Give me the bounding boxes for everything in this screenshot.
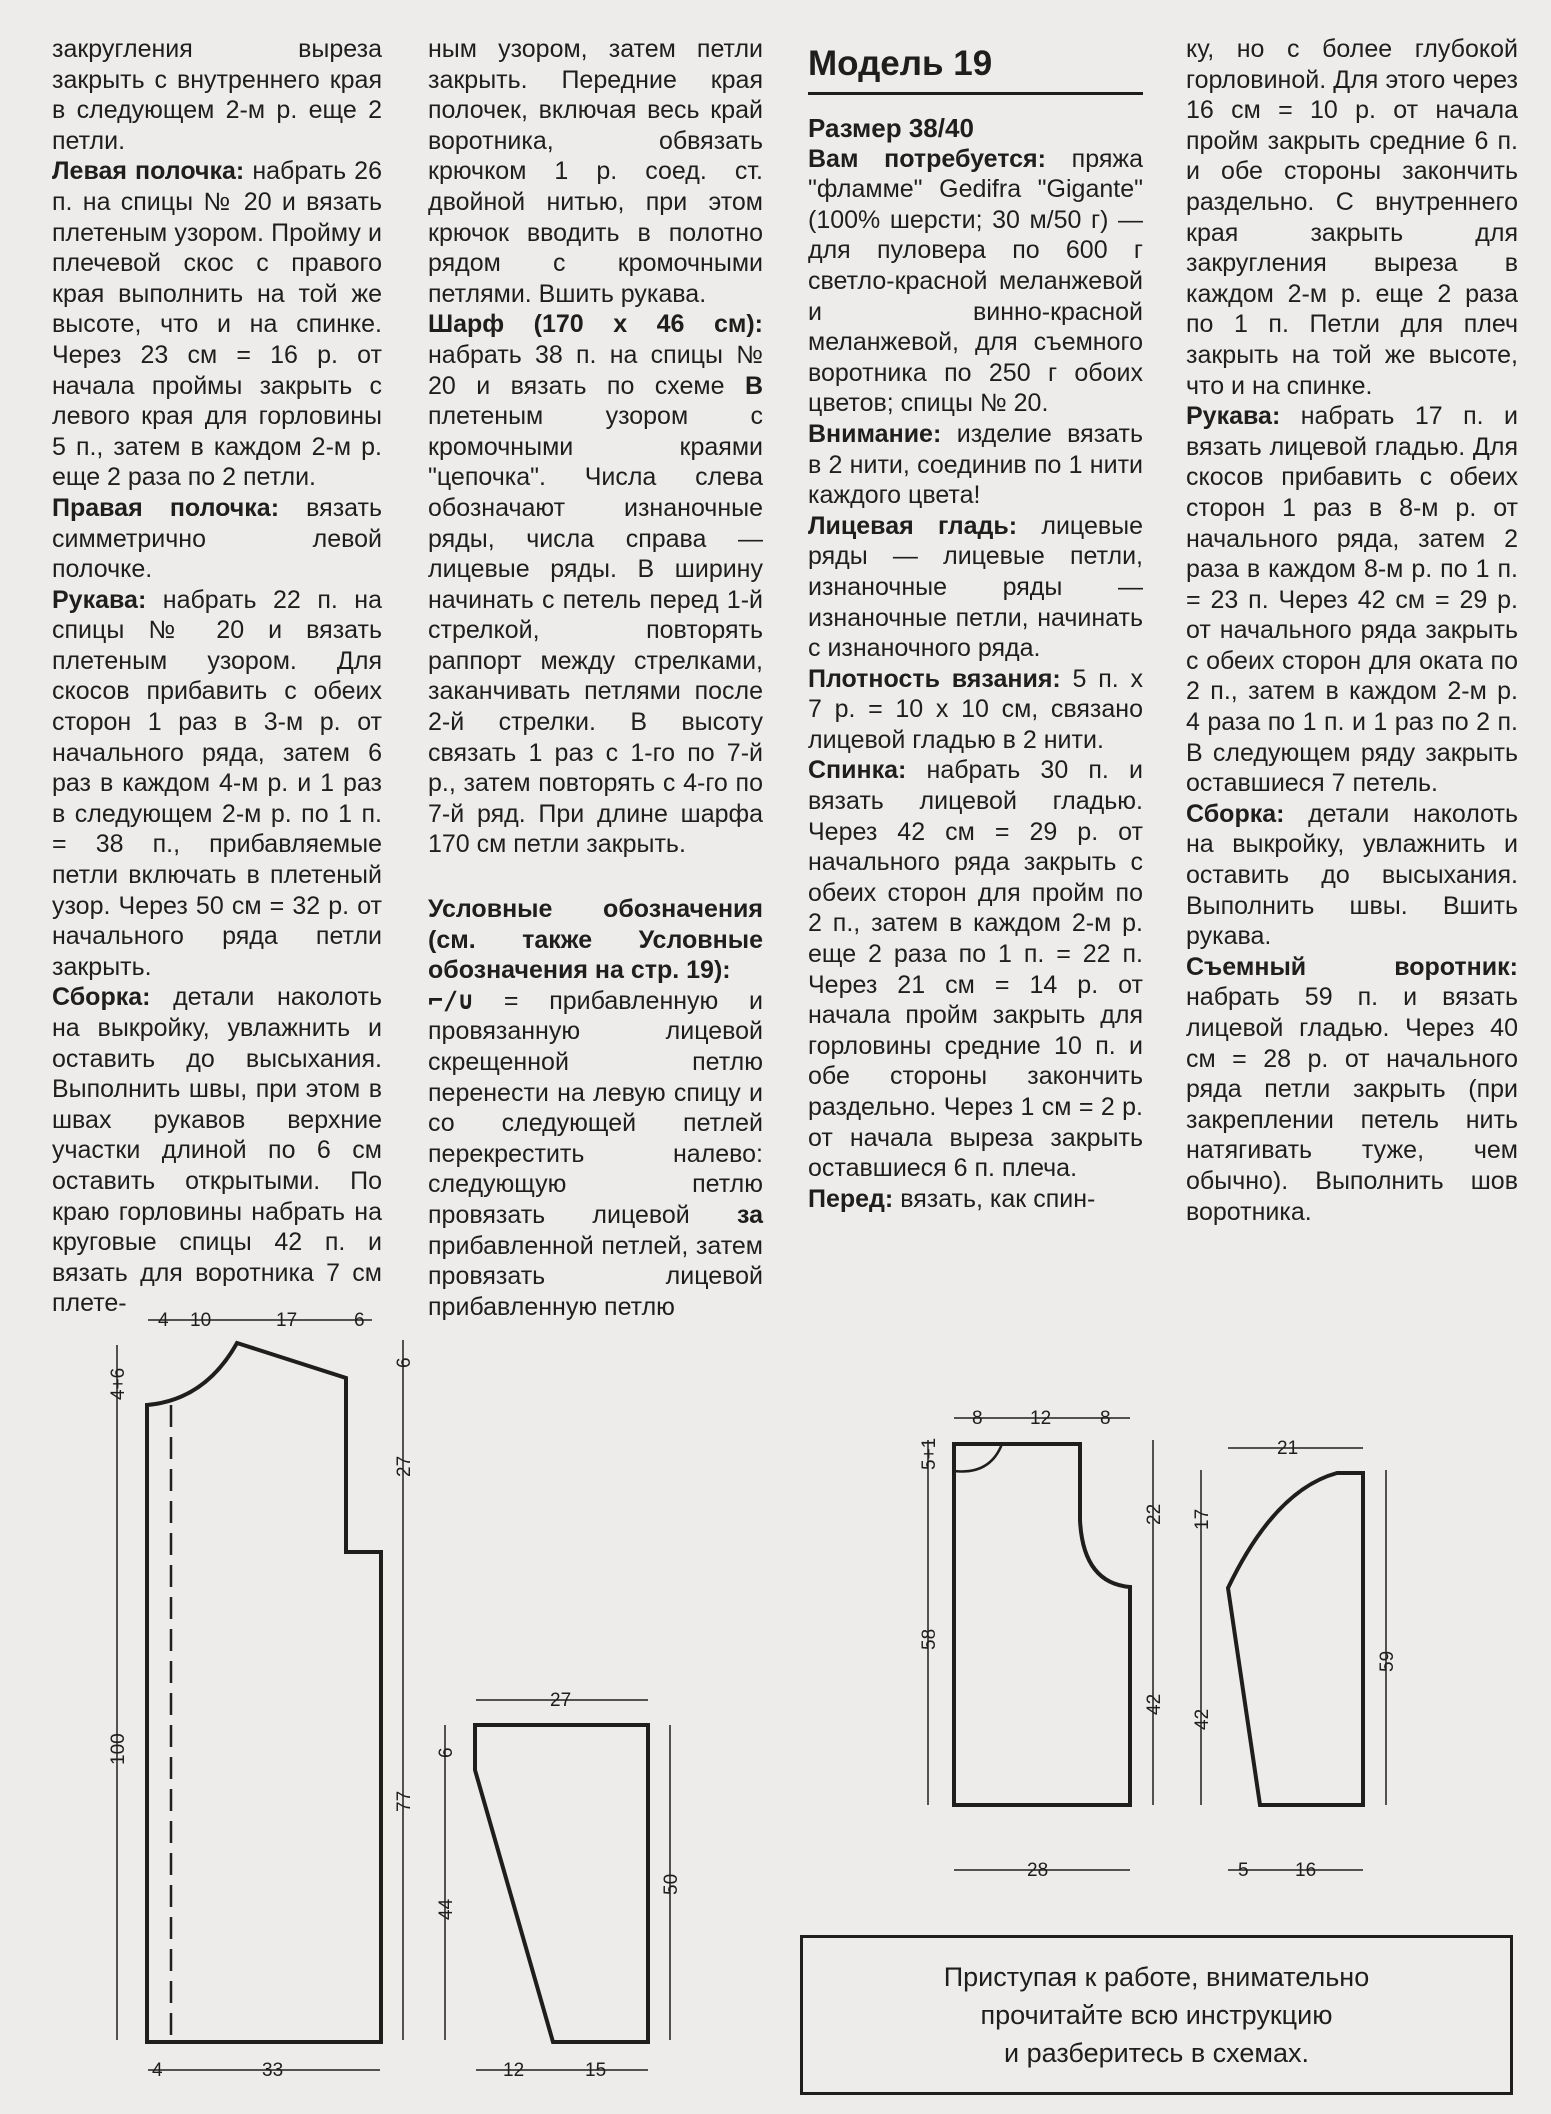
dim-label: 10 bbox=[190, 1310, 212, 1331]
paragraph-materials: Вам потребуется: пряжа "фламме" Gedifra "Gigante" (100% шерсти; 30 м/50 г) — для пуловера по 600 г светло-красной меланжевой и винно-красной меланжевой, для съемного воротника по 250 г обоих цветов; спицы № 20. bbox=[808, 144, 1143, 418]
paragraph-front: Перед: вязать, как спин- bbox=[808, 1184, 1096, 1213]
paragraph-left-front: Левая полочка: набрать 26 п. на спицы № 20 и вязать плетеным узором. Пройму и плечевой скос с правого края выполнить на той же высоте, что и на спинке. Через 23 см = 16 р. от начала проймы закрыть с левого края для горловины 5 п., затем в каждом 2-м р. еще 2 раза по 2 петли. bbox=[52, 157, 382, 492]
paragraph-sleeves: Рукава: набрать 17 п. и вязать лицевой гладью. Для скосов прибавить с обеих сторон 1 раз в 8-м р. от начального ряда, затем 2 раза в каждом 8-м р. по 1 п. = 23 п. Через 42 см = 29 р. от начального ряда закрыть с обеих сторон для оката по 2 п., затем в каждом 2-м р. 4 раза по 1 п. и 1 раз по 2 п. В следующем ряду закрыть оставшиеся 7 петель. bbox=[1186, 402, 1518, 798]
paragraph-attention: Внимание: изделие вязать в 2 нити, соединив по 1 нити каждого цвета! bbox=[808, 419, 1143, 510]
section-heading: Внимание: bbox=[808, 419, 942, 448]
dim-label: 44 bbox=[436, 1898, 457, 1920]
dim-label: 50 bbox=[661, 1873, 682, 1895]
paragraph: закругления выреза закрыть с внутреннего края в следующем 2-м р. еще 2 петли. bbox=[52, 35, 382, 155]
dim-label: 12 bbox=[503, 2060, 525, 2081]
paragraph-assembly: Сборка: детали наколоть на выкройку, увлажнить и оставить до высыхания. Выполнить швы, при этом в швах рукавов верхние участки длиной по 6 см оставить открытыми. По краю горловины набрать на круговые спицы 42 п. и вязать для воротника 7 см плете- bbox=[52, 983, 382, 1318]
dim-label: 12 bbox=[1030, 1408, 1052, 1429]
dim-label: 16 bbox=[1295, 1860, 1317, 1881]
dim-label: 33 bbox=[262, 2060, 284, 2081]
scheme-pullover-sleeve bbox=[1192, 1438, 1398, 1881]
paragraph-collar: Съемный воротник: набрать 59 п. и вязать лицевой гладью. Через 40 см = 28 р. от начального ряда петли закрыть (при закреплении петель нить натягивать туже, чем обычно). Выполнить шов воротника. bbox=[1186, 952, 1518, 1226]
legend-entry: ⌐∕∪ = прибавленную и провязанную лицевой скрещенной петлю перенести на левую спицу и со следующей петлей перекрестить налево: следующую петлю провязать лицевой за прибавленной петлей, затем провязать лицевой прибавленную петлю bbox=[428, 985, 763, 1321]
scheme-pullover-body bbox=[919, 1408, 1165, 1881]
dim-label: 4+6 bbox=[108, 1367, 129, 1400]
dim-label: 4 bbox=[158, 1310, 169, 1331]
size-label: Размер 38/40 bbox=[808, 113, 974, 143]
notice-text: Приступая к работе, внимательно прочитайте всю инструкцию и разберитесь в схемах. bbox=[943, 1962, 1370, 2068]
paragraph: ным узором, затем петли закрыть. Передние края полочек, включая весь край воротника, обвязать крючком 1 р. соед. ст. двойной нитью, при этом крючок вводить в полотно рядом с кромочными петлями. Вшить рукава. bbox=[428, 35, 763, 308]
section-heading: Спинка: bbox=[808, 756, 907, 785]
cross-stitch-symbol-icon: ⌐∕∪ bbox=[428, 985, 474, 1015]
model-title: Модель 19 bbox=[808, 44, 993, 83]
cardigan-outline bbox=[147, 1343, 381, 2042]
paragraph-assembly: Сборка: детали наколоть на выкройку, увлажнить и оставить до высыхания. Выполнить швы. Вшить рукава. bbox=[1186, 799, 1518, 951]
dim-label: 21 bbox=[1277, 1438, 1299, 1459]
paragraph-right-front: Правая полочка: вязать симметрично левой полочке. bbox=[52, 493, 383, 584]
dim-label: 17 bbox=[276, 1310, 298, 1331]
section-heading: Сборка: bbox=[52, 983, 151, 1012]
scarf-outline bbox=[475, 1725, 648, 2042]
scheme-cardigan-body bbox=[108, 1310, 415, 2081]
section-heading: Плотность вязания: bbox=[808, 664, 1061, 693]
dim-label: 77 bbox=[394, 1790, 415, 1812]
dim-label: 27 bbox=[550, 1690, 572, 1711]
pullover-body-outline bbox=[954, 1444, 1130, 1805]
dim-label: 17 bbox=[1192, 1508, 1213, 1530]
section-heading: Рукава: bbox=[52, 585, 147, 614]
section-heading: Перед: bbox=[808, 1184, 894, 1213]
dim-label: 5 bbox=[1238, 1860, 1249, 1881]
dim-label: 42 bbox=[1144, 1693, 1165, 1715]
section-heading: Левая полочка: bbox=[52, 157, 245, 186]
dim-label: 6 bbox=[354, 1310, 365, 1331]
section-heading: Сборка: bbox=[1186, 799, 1285, 828]
legend-block: Условные обозначения (см. также Условные обозначения на стр. 19): bbox=[428, 895, 763, 985]
dim-label: 5+1 bbox=[919, 1437, 940, 1470]
dim-label: 6 bbox=[394, 1357, 415, 1368]
section-heading: Рукава: bbox=[1186, 402, 1281, 431]
dim-label: 15 bbox=[585, 2060, 607, 2081]
dim-label: 8 bbox=[1100, 1408, 1111, 1429]
dim-label: 6 bbox=[436, 1747, 457, 1758]
paragraph-stockinette: Лицевая гладь: лицевые ряды — лицевые петли, изнаночные ряды — изнаночные петли, начинать с изнаночного ряда. bbox=[808, 511, 1144, 663]
dim-label: 28 bbox=[1027, 1860, 1049, 1881]
dim-label: 100 bbox=[108, 1733, 129, 1765]
dim-label: 4 bbox=[152, 2060, 163, 2081]
legend-title: Условные обозначения bbox=[428, 895, 763, 924]
dim-label: 42 bbox=[1192, 1708, 1213, 1730]
paragraph-scarf: Шарф (170 х 46 см): набрать 38 п. на спицы № 20 и вязать по схеме В плетеным узором с кромочными краями "цепочка". Числа слева обозначают изнаночные ряды, числа справа — лицевые ряды. В ширину начинать с петель перед 1-й стрелкой, повторять раппорт между стрелками, заканчивать петлями после 2-й стрелки. В высоту связать 1 раз с 1-го по 7-й р., затем повторять с 4-го по 7-й ряд. При длине шарфа 170 см петли закрыть. bbox=[428, 310, 763, 859]
dim-label: 22 bbox=[1144, 1503, 1165, 1525]
dim-label: 27 bbox=[394, 1455, 415, 1477]
paragraph-back: Спинка: набрать 30 п. и вязать лицевой гладью. Через 42 см = 29 р. от начального ряда закрыть с обеих сторон для пройм по 2 п., затем в каждом 2-м р. еще 2 раза по 1 п. = 22 п. Через 21 см = 14 р. от начала пройм закрыть для горловины средние 10 п. и обе стороны закончить раздельно. Через 1 см = 2 р. от начала выреза закрыть оставшиеся 6 п. плеча. bbox=[808, 756, 1143, 1183]
dim-label: 59 bbox=[1377, 1650, 1398, 1672]
section-heading: Вам потребуется: bbox=[808, 144, 1046, 173]
sleeve-outline bbox=[1228, 1473, 1363, 1805]
neckline-curve bbox=[954, 1444, 1002, 1471]
dim-label: 8 bbox=[972, 1408, 983, 1429]
section-heading: Правая полочка: bbox=[52, 493, 280, 522]
paragraph: ку, но с более глубокой горловиной. Для этого через 16 см = 10 р. от начала пройм закрыть средние 6 п. и обе стороны закончить раздельно. С внутреннего края закрыть для закругления выреза в каждом 2-м р. еще 2 раза по 1 п. Петли для плеч закрыть на той же высоте, что и на спинке. bbox=[1186, 35, 1518, 400]
section-heading: Съемный воротник: bbox=[1186, 952, 1518, 981]
dim-label: 58 bbox=[919, 1628, 940, 1650]
paragraph-gauge: Плотность вязания: 5 п. х 7 р. = 10 х 10 см, связано лицевой гладью в 2 нити. bbox=[808, 664, 1143, 754]
section-heading: Лицевая гладь: bbox=[808, 511, 1018, 540]
section-heading: Шарф (170 х 46 см): bbox=[428, 310, 763, 339]
paragraph-sleeves: Рукава: набрать 22 п. на спицы № 20 и вязать плетеным узором. Для скосов прибавить с обеих сторон 1 раз в 3-м р. от начального ряда, затем 6 раз в каждом 4-м р. и 1 раз в следующем 2-м р. по 1 п. = 38 п., прибавляемые петли включать в плетеный узор. Через 50 см = 32 р. от начального ряда петли закрыть. bbox=[52, 585, 382, 981]
scheme-scarf-collar bbox=[436, 1690, 682, 2081]
